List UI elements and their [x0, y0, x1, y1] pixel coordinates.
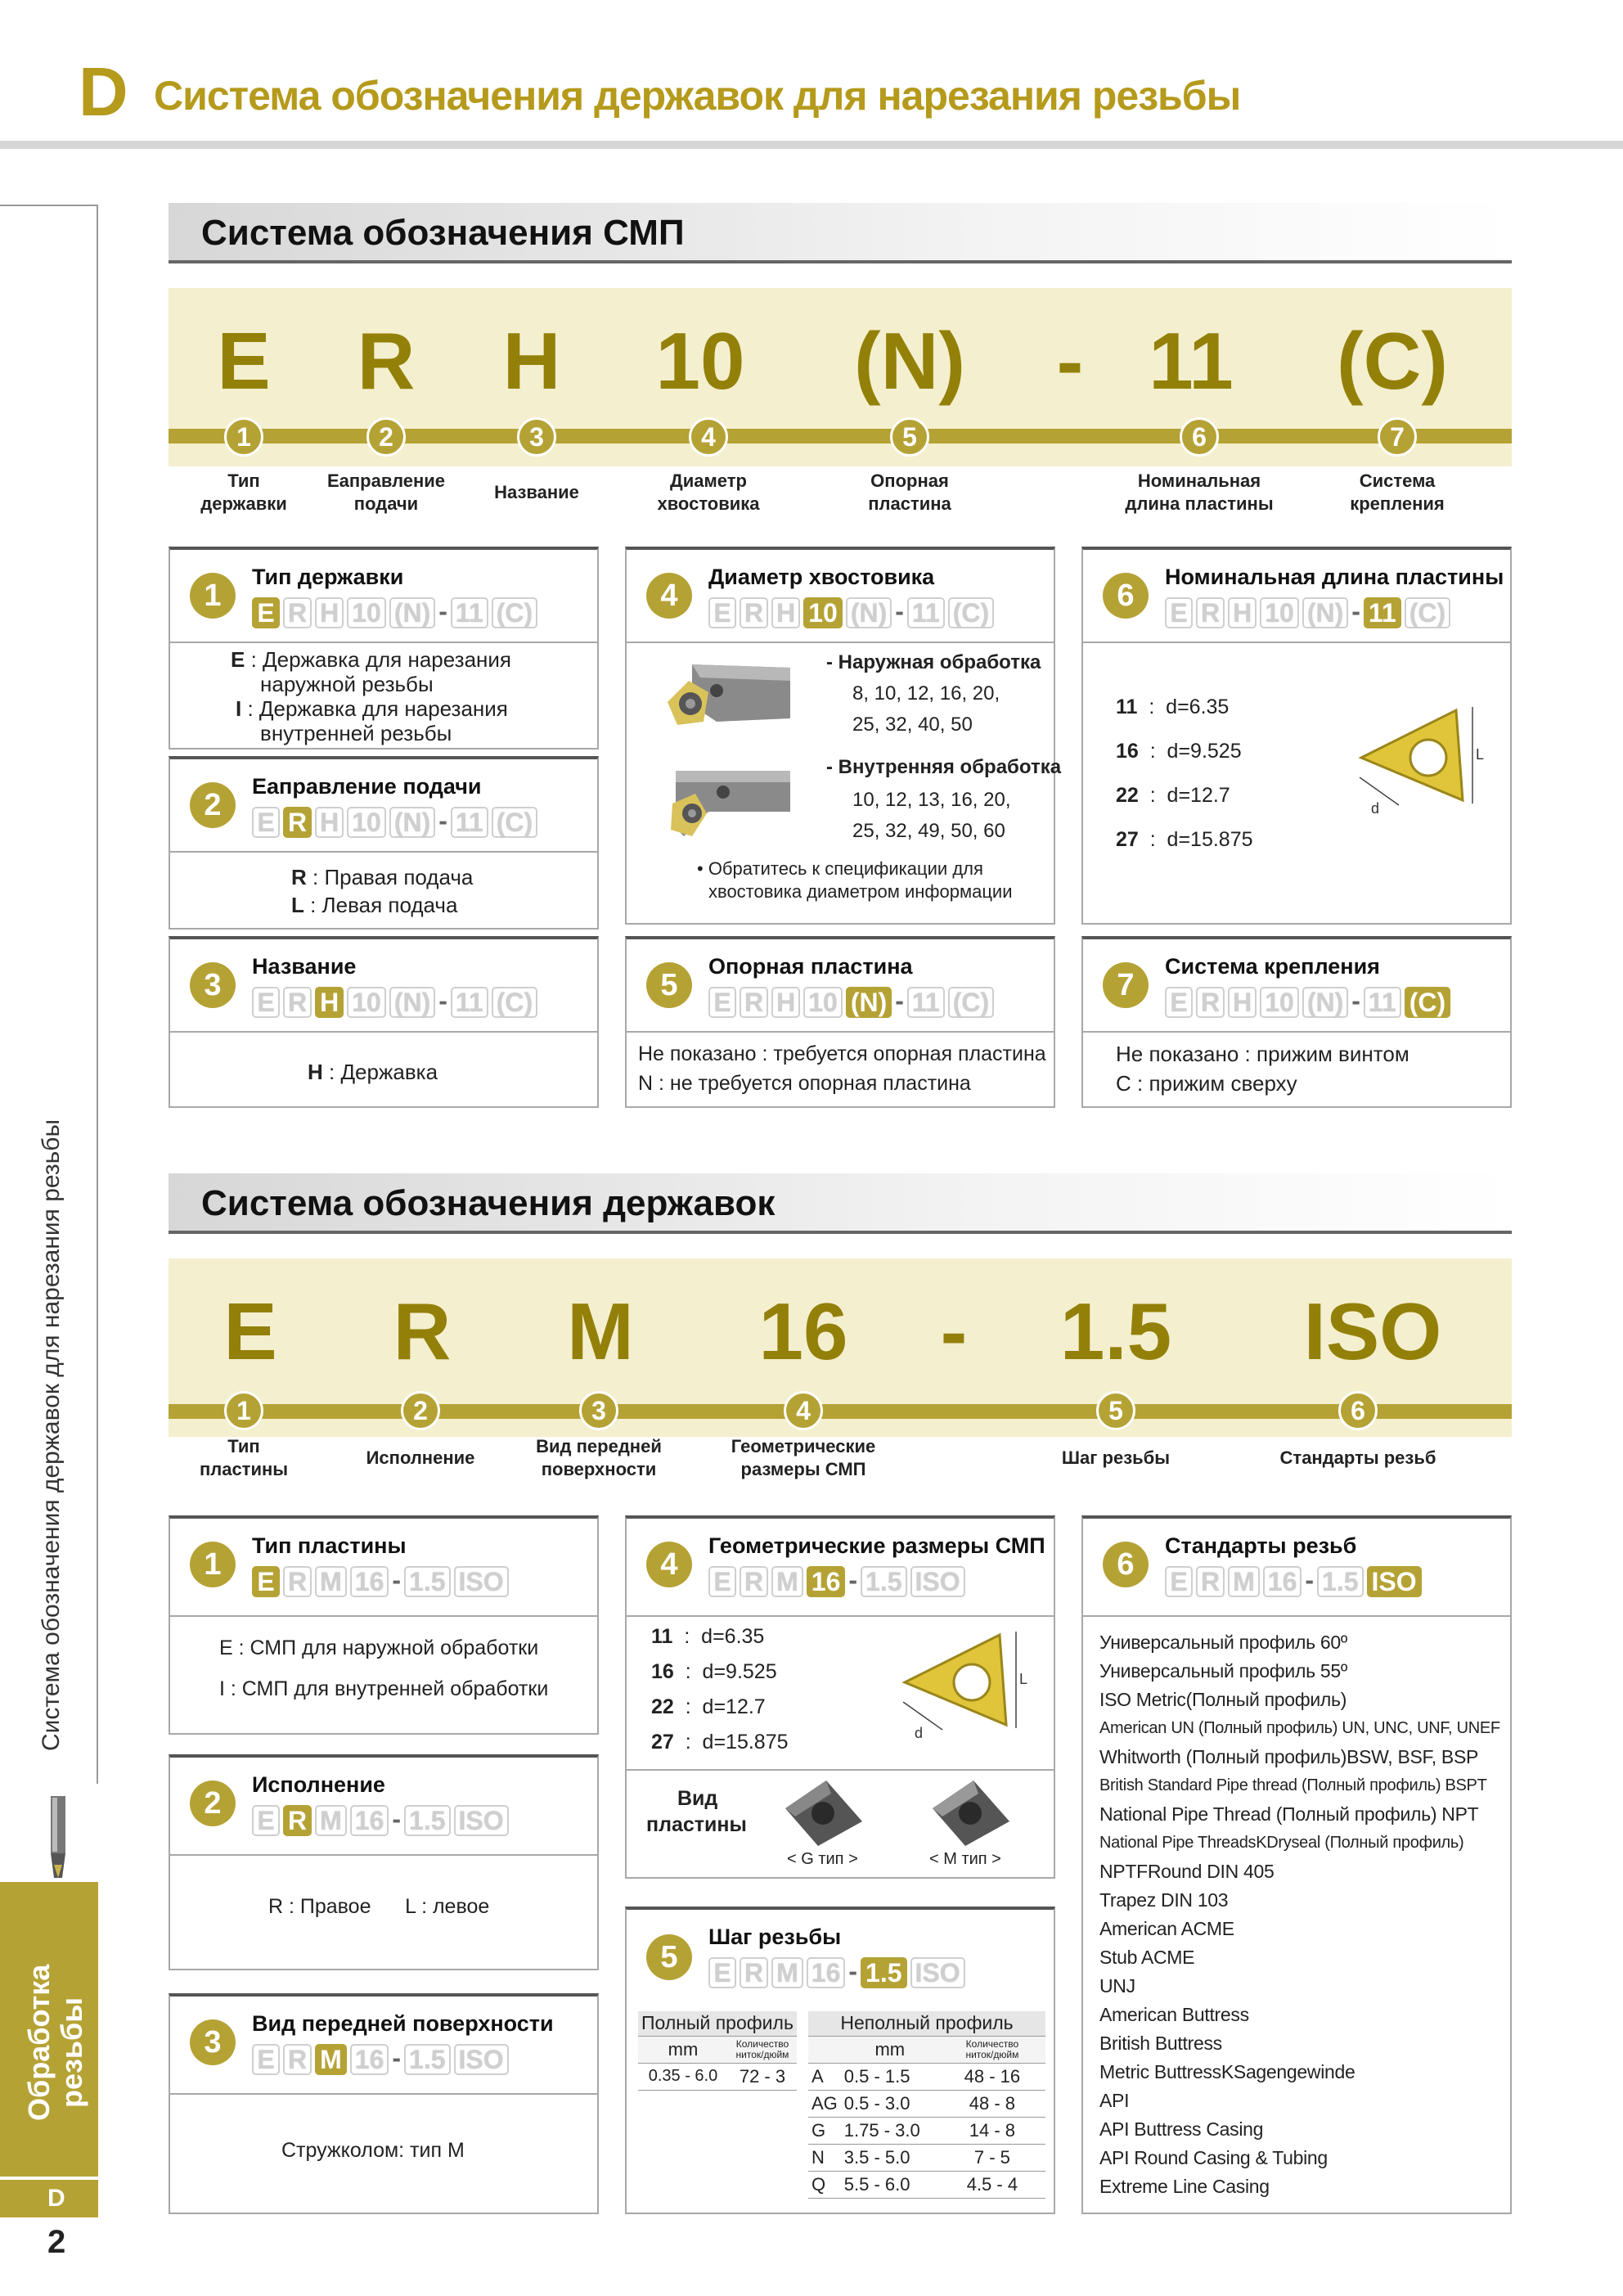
step-label: Стандарты резьб [1279, 1447, 1436, 1468]
standard-item: Metric ButtressKSagengewinde [1099, 2061, 1355, 2082]
box-title: Вид передней поверхности [252, 2011, 554, 2036]
definition-text: R : Правая подача [291, 865, 474, 889]
step-badge: 4 [689, 417, 728, 457]
code-letter: E [223, 1286, 277, 1376]
step-badge: 3 [579, 1391, 618, 1430]
step-badge: 6 [1338, 1391, 1378, 1430]
step-label: Тип пластины [199, 1436, 289, 1479]
s2-box-insert-geometry [625, 1515, 1055, 1879]
geometry-row: 22 : d=12.7 [651, 1695, 766, 1718]
standard-item: Универсальный профиль 60º [1099, 1632, 1347, 1653]
svg-text:L: L [1476, 746, 1485, 763]
box-title: Название [252, 954, 357, 979]
box-title: Геометрические размеры СМП [708, 1533, 1045, 1558]
code-tiles: E R H 10 (N) - 11 (C) [1165, 597, 1454, 630]
threading-tool-icon [33, 1796, 82, 1882]
code-tiles: E R M 16 - 1.5 ISO [1165, 1566, 1425, 1599]
step-label: Исполнение [366, 1447, 475, 1468]
sidebar-tab-label: Обработка резьбы [22, 1964, 88, 2121]
box-title: Шаг резьбы [708, 1925, 842, 1949]
step-label: Номинальная длина пластины [1125, 470, 1274, 514]
step-badge: 5 [1096, 1391, 1135, 1430]
box-number-badge: 7 [1103, 962, 1149, 1008]
standard-item: Stub ACME [1099, 1947, 1195, 1968]
box-title: Исполнение [252, 1772, 385, 1797]
standard-item: Trapez DIN 103 [1099, 1889, 1229, 1911]
code-tiles: E R H 10 (N) - 11 (C) [1165, 987, 1454, 1020]
g-type-label: < G тип > [787, 1850, 858, 1868]
code-tiles: E R M 16 - 1.5 ISO [708, 1566, 969, 1599]
definition-text: Не показано : прижим винтом [1116, 1042, 1409, 1066]
length-row: 11 : d=6.35 [1116, 696, 1230, 718]
box-number-badge: 2 [190, 1781, 236, 1826]
standard-item: ISO Metric(Полный профиль) [1099, 1689, 1347, 1710]
sidebar-rule [97, 205, 98, 1784]
definition-text: Стружколом: тип M [281, 2139, 465, 2162]
code-tiles: E R M 16 - 1.5 ISO [252, 1805, 512, 1838]
s2-box-insert-type [169, 1515, 599, 1735]
internal-sizes: 10, 12, 13, 16, 20, [852, 789, 1011, 811]
standard-item: British Standard Pipe thread (Полный профиль) BSPT [1099, 1776, 1487, 1794]
code-letter: (N) [853, 316, 966, 406]
geometry-row: 27 : d=15.875 [651, 1731, 789, 1754]
insert-triangle-icon [1353, 699, 1500, 830]
standard-item: British Buttress [1099, 2033, 1222, 2054]
code-tiles: E R H 10 (N) - 11 (C) [252, 987, 541, 1020]
step-label: Система крепления [1350, 470, 1445, 514]
definition-text: N : не требуется опорная пластина [638, 1072, 971, 1095]
standard-item: Универсальный профиль 55º [1099, 1660, 1347, 1681]
geometry-row: 16 : d=9.525 [651, 1660, 777, 1683]
internal-sizes: 25, 32, 49, 50, 60 [852, 820, 1005, 842]
code-letter: (C) [1336, 316, 1449, 406]
box-number-badge: 3 [190, 2019, 236, 2065]
code-tiles: E R H 10 (N) - 11 (C) [252, 807, 541, 840]
standard-item: American ACME [1099, 1918, 1234, 1939]
code-letter: 11 [1149, 316, 1234, 406]
step-label: Еаправление подачи [326, 470, 446, 514]
code-tiles: E R H 10 (N) - 11 (C) [708, 597, 997, 630]
step-badge: 2 [366, 417, 406, 457]
sidebar-tab-letter: D [0, 2180, 98, 2217]
code-letter: - [1056, 316, 1084, 406]
box-number-badge: 1 [190, 1542, 236, 1587]
external-sizes: 8, 10, 12, 16, 20, [852, 682, 1000, 705]
code-letter: H [502, 316, 561, 406]
box-title: Номинальная длина пластины [1165, 565, 1504, 589]
standard-item: API Buttress Casing [1099, 2118, 1264, 2140]
external-sizes: 25, 32, 40, 50 [852, 714, 973, 736]
box-number-badge: 1 [190, 573, 236, 619]
s1-box-shim [625, 936, 1055, 1108]
definition-text: I : Державка для нарезания [236, 696, 508, 721]
definition-text: R : Правое L : левое [268, 1895, 490, 1918]
view-label: Вид [677, 1787, 718, 1810]
s1-box-holder-type [169, 547, 599, 750]
standard-item: API [1099, 2090, 1130, 2111]
s1-box-insert-length [1081, 547, 1512, 925]
internal-holder-icon [659, 754, 790, 844]
g-type-insert-icon [777, 1776, 867, 1849]
geometry-row: 11 : d=6.35 [651, 1625, 765, 1648]
code-tiles: E R M 16 - 1.5 ISO [252, 1566, 512, 1599]
definition-text: внутренней резьбы [260, 721, 452, 745]
length-row: 27 : d=15.875 [1116, 828, 1253, 851]
step-badge: 1 [224, 1391, 263, 1430]
step-badge: 5 [890, 417, 929, 457]
code-tiles: E R H 10 (N) - 11 (C) [708, 987, 997, 1020]
code-letter: R [357, 316, 416, 406]
full-profile-table: Полный профиль mm Количество ниток/дюйм 0.35 - 6.0 72 - 3 [638, 2011, 797, 2091]
definition-text: C : прижим сверху [1116, 1071, 1297, 1096]
definition-text: E : СМП для наружной обработки [219, 1636, 539, 1659]
code-letter: E [217, 316, 271, 406]
standard-item: National Pipe ThreadsKDryseal (Полный профиль) [1099, 1834, 1464, 1852]
note-text: • Обратитесь к спецификации для [697, 858, 983, 879]
s1-box-shank-diameter [625, 547, 1062, 925]
s1-box-clamping [1081, 936, 1512, 1108]
step-badge: 4 [784, 1391, 823, 1430]
section-letter: D [79, 53, 128, 130]
box-title: Диаметр хвостовика [708, 565, 935, 589]
box-number-badge: 4 [646, 1542, 692, 1587]
s2-box-rake-face [169, 1993, 599, 2214]
standard-item: American UN (Полный профиль) UN, UNC, UNF, UNEF [1099, 1719, 1500, 1737]
box-number-badge: 3 [190, 962, 236, 1008]
standards-list [1099, 1628, 1505, 2201]
standard-item: American Buttress [1099, 2004, 1249, 2025]
header-divider [0, 141, 1623, 149]
view-label: пластины [646, 1813, 747, 1836]
box-number-badge: 5 [646, 1934, 692, 1980]
definition-text: I : СМП для внутренней обработки [219, 1677, 549, 1700]
box-number-badge: 4 [646, 573, 692, 619]
box-number-badge: 6 [1103, 1542, 1149, 1587]
s1-box-feed-direction [169, 756, 599, 930]
code-letter: 10 [655, 316, 745, 406]
box-number-badge: 2 [190, 782, 236, 828]
step-label: Диаметр хвостовика [657, 470, 760, 514]
box-title: Стандарты резьб [1165, 1533, 1357, 1558]
external-holder-icon [659, 656, 790, 738]
step-badge: 6 [1180, 417, 1219, 457]
box-title: Тип пластины [252, 1533, 407, 1558]
section1-title: Система обозначения СМП [169, 203, 1512, 263]
code-letter: R [393, 1286, 452, 1376]
definition-text: наружной резьбы [260, 672, 434, 696]
page-title: Система обозначения державок для нарезания резьбы [154, 73, 1241, 119]
code-letter: M [567, 1286, 634, 1376]
step-label: Тип державки [200, 470, 287, 514]
s2-box-thread-standards [1081, 1515, 1512, 2214]
step-badge: 1 [224, 417, 263, 457]
step-badge: 2 [401, 1391, 440, 1430]
box-number-badge: 5 [646, 962, 692, 1008]
step-badge: 3 [517, 417, 556, 457]
code-letter: 1.5 [1059, 1286, 1172, 1376]
standard-item: API Round Casing & Tubing [1099, 2147, 1328, 2168]
m-type-insert-icon [924, 1776, 1014, 1849]
definition-text: L : Левая подача [291, 893, 458, 917]
sidebar-top-rule [0, 205, 97, 206]
box-title: Система крепления [1165, 954, 1380, 979]
step-label: Вид передней поверхности [536, 1436, 662, 1479]
standard-item: Extreme Line Casing [1099, 2176, 1270, 2197]
step-badge: 7 [1378, 417, 1417, 457]
definition-text: Не показано : требуется опорная пластина [638, 1042, 1046, 1065]
page-number: 2 [47, 2224, 66, 2260]
code-letter: - [940, 1286, 968, 1376]
standard-item: UNJ [1099, 1975, 1135, 1997]
s2-box-pitch [625, 1907, 1055, 2214]
box-title: Еаправление подачи [252, 774, 482, 799]
svg-text:d: d [915, 1725, 924, 1741]
sidebar-vertical-title: Система обозначения державок для нарезания резьбы [38, 1119, 65, 1751]
code-tiles: E R H 10 (N) - 11 (C) [252, 597, 541, 630]
svg-text:L: L [1019, 1671, 1028, 1687]
code-letter: 16 [758, 1286, 848, 1376]
length-row: 16 : d=9.525 [1116, 740, 1242, 763]
definition-text: E : Державка для нарезания [231, 647, 511, 672]
partial-profile-table: Неполный профиль mm Количество ниток/дюйм A 0.5 - 1.5 48 - 16 AG 0.5 - 3.0 48 - 8 G 1.75 - 3.0 14 - 8 N 3.5 - 5.0 7 - 5 Q 5.5 - 6.0 4.5 - 4 [808, 2011, 1045, 2199]
code-letter: ISO [1303, 1286, 1442, 1376]
box-number-badge: 6 [1103, 573, 1149, 619]
code-tiles: E R M 16 - 1.5 ISO [252, 2044, 512, 2077]
s1-box-name [169, 936, 599, 1108]
standard-item: NPTFRound DIN 405 [1099, 1861, 1275, 1882]
length-row: 22 : d=12.7 [1116, 784, 1230, 807]
m-type-label: < M тип > [929, 1850, 1001, 1868]
step-label: Название [494, 482, 579, 502]
s2-box-version [169, 1754, 599, 1970]
insert-triangle-icon [897, 1623, 1044, 1754]
standard-item: National Pipe Thread (Полный профиль) NPT [1099, 1803, 1479, 1825]
svg-text:d: d [1371, 800, 1380, 817]
step-label: Шаг резьбы [1061, 1447, 1171, 1468]
box-title: Опорная пластина [708, 954, 913, 979]
step-label: Опорная пластина [868, 470, 951, 514]
code-tiles: E R M 16 - 1.5 ISO [708, 1957, 969, 1990]
section2-title: Система обозначения державок [169, 1173, 1512, 1234]
step-label: Геометрические размеры СМП [731, 1436, 876, 1479]
standard-item: Whitworth (Полный профиль)BSW, BSF, BSP [1099, 1746, 1479, 1767]
note-text: хвостовика диаметром информации [708, 881, 1013, 902]
external-title: - Наружная обработка [826, 651, 1041, 673]
box-title: Тип державки [252, 565, 404, 589]
definition-text: H : Державка [308, 1060, 438, 1084]
internal-title: - Внутренняя обработка [826, 756, 1062, 778]
